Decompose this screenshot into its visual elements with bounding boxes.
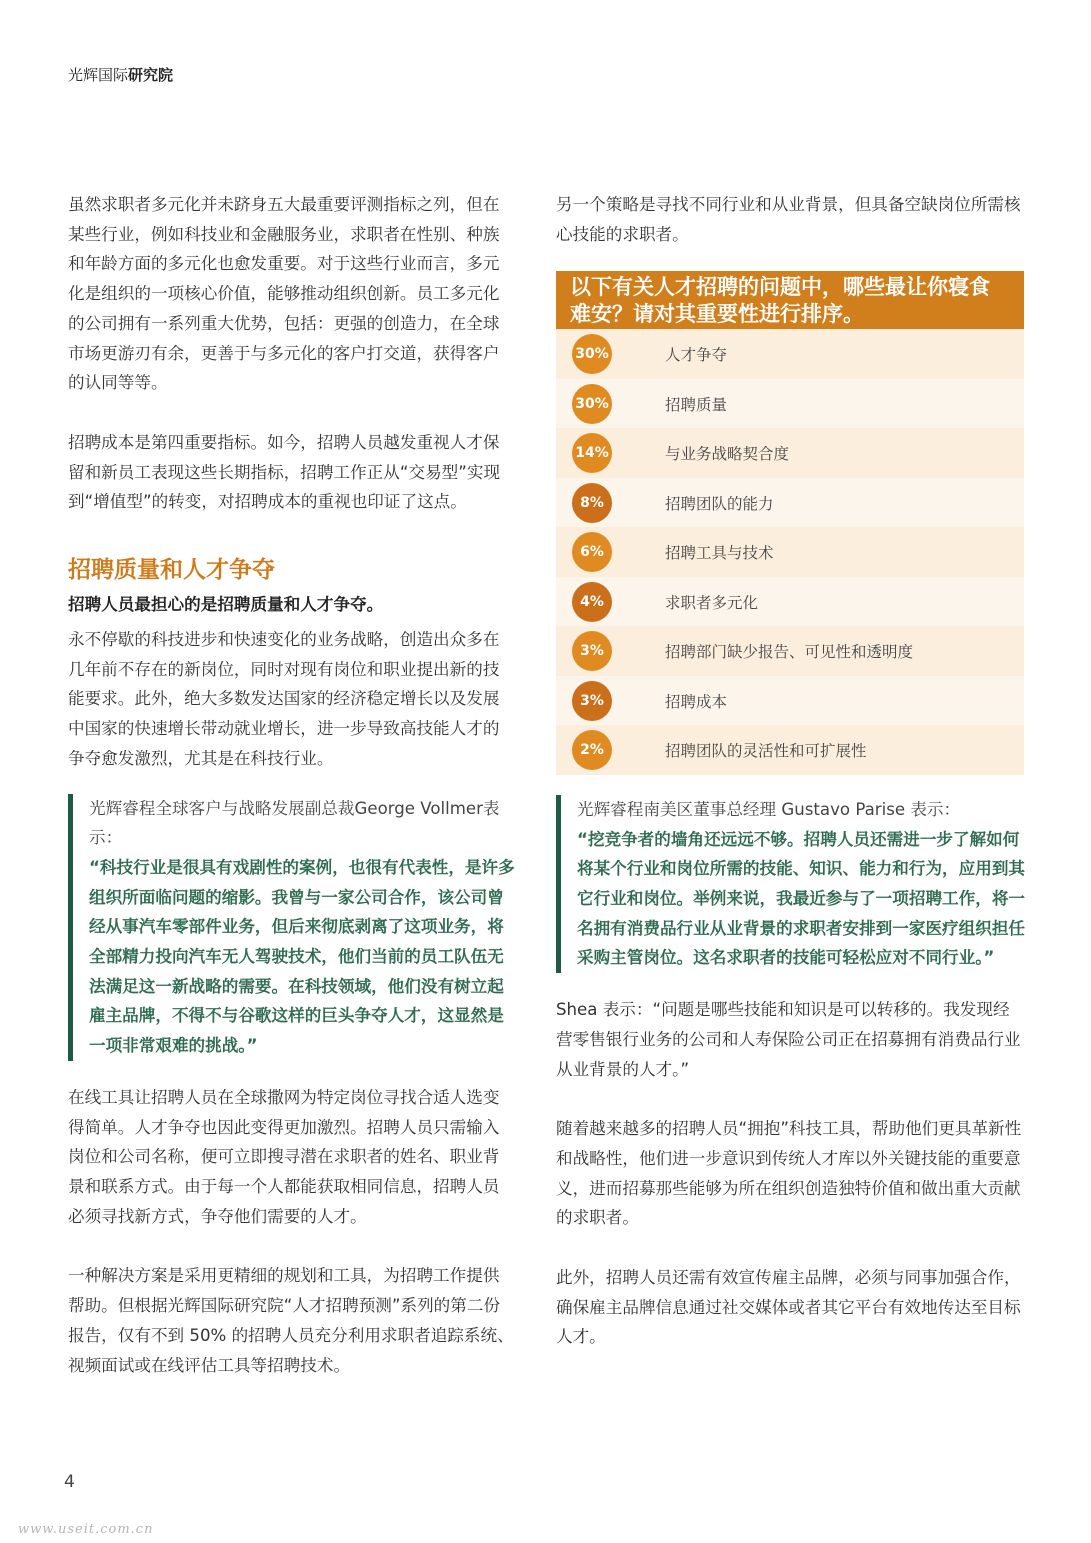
paragraph: 招聘成本是第四重要指标。如今，招聘人员越发重视人才保留和新员工表现这些长期指标，招聘工作正从“交易型”实现到“增值型”的转变，对招聘成本的重视也印证了这点。 [68,432,501,512]
pull-quote [68,794,516,1061]
quote-intro: 光辉睿程全球客户与战略发展副总裁George Vollmer表示： [89,798,500,848]
paragraph: 随着越来越多的招聘人员“拥抱”科技工具，帮助他们更具革新性和战略性，他们进一步意识到传统人才库以外关键技能的重要意义，进而招募那些能够为所在组织创造独特价值和做出重大贡献的求职者。 [556,1119,1022,1228]
percentage-badge: 14% [572,433,612,473]
chart-row [556,527,1024,577]
chart-row-label: 与业务战略契合度 [665,445,790,464]
chart-row [556,676,1024,726]
paragraph: 虽然求职者多元化并未跻身五大最重要评测指标之列，但在某些行业，例如科技业和金融服务业，求职者在性别、种族和年龄方面的多元化也愈发重要。对于这些行业而言，多元化是组织的一项核心价值，能够推动组织创新。员工多元化的公司拥有一系列重大优势，包括：更强的创造力，在全球市场更游刃有余，更善于与多元化的客户打交道，获得客户的认同等等。 [68,195,500,393]
page-number: 4 [64,1472,75,1492]
section-lead: 招聘人员最担心的是招聘质量和人才争夺。 [68,595,384,615]
section-title: 招聘质量和人才争夺 [68,557,275,584]
chart-row [556,379,1024,429]
paragraph: 一种解决方案是采用更精细的规划和工具，为招聘工作提供帮助。但根据光辉国际研究院“人才招聘预测”系列的第二份报告，仅有不到 50% 的招聘人员充分利用求职者追踪系统、视频面试或在线评估工具等招聘技术。 [68,1266,514,1375]
chart-row-label: 招聘工具与技术 [665,544,774,563]
chart-row-label: 招聘成本 [665,692,728,711]
chart-row-label: 求职者多元化 [665,593,759,612]
pull-quote [556,795,1026,973]
paragraph: 另一个策略是寻找不同行业和从业背景，但具备空缺岗位所需核心技能的求职者。 [556,195,1021,244]
chart-row [556,577,1024,627]
chart-rows [556,329,1024,775]
paragraph: Shea 表示：“问题是哪些技能和知识是可以转移的。我发现经营零售银行业务的公司和人寿保险公司正在招募拥有消费品行业从业背景的人才。” [556,1000,1021,1079]
quote-text: “挖竞争者的墙角还远远不够。招聘人员还需进一步了解如何将某个行业和岗位所需的技能、知识、能力和行为，应用到其它行业和岗位。举例来说，我最近参与了一项招聘工作，将一名拥有消费品行业从业背景的求职者安排到一家医疗组织担任采购主管岗位。这名求职者的技能可轻松应对不同行业。” [577,829,1026,968]
paragraph: 此外，招聘人员还需有效宣传雇主品牌，必须与同事加强合作，确保雇主品牌信息通过社交媒体或者其它平台有效地传达至目标人才。 [556,1268,1021,1347]
chart-row [556,478,1024,528]
chart-row-label: 招聘部门缺少报告、可见性和透明度 [665,643,914,662]
chart-row [556,428,1024,478]
percentage-badge: 6% [572,532,612,572]
quote-text: “科技行业是很具有戏剧性的案例，也很有代表性，是许多组织所面临问题的缩影。我曾与一家公司合作，该公司曾经从事汽车零部件业务，但后来彻底剥离了这项业务，将全部精力投向汽车无人驾驶技术，他们当前的员工队伍无法满足这一新战略的需要。在科技领域，他们没有树立起雇主品牌，不得不与谷歌这样的巨头争夺人才，这显然是一项非常艰难的挑战。” [89,857,515,1056]
percentage-badge: 30% [572,384,612,424]
page-header [68,64,173,85]
right-column [556,190,1026,1352]
percentage-badge: 4% [572,582,612,622]
quote-intro: 光辉睿程南美区董事总经理 Gustavo Parise 表示： [577,799,961,819]
watermark: www.useit.com.cn [18,1522,154,1537]
chart-row-label: 招聘团队的灵活性和可扩展性 [665,742,867,761]
percentage-badge: 2% [572,730,612,770]
chart-row-label: 招聘团队的能力 [665,494,774,513]
chart-title: 以下有关人才招聘的问题中，哪些最让你寝食难安？请对其重要性进行排序。 [556,271,1024,329]
brand-bold: 研究院 [128,66,174,84]
brand-regular: 光辉国际 [68,66,129,84]
chart-row [556,725,1024,775]
percentage-badge: 3% [572,681,612,721]
left-column [68,190,516,1380]
chart-row [556,626,1024,676]
chart-row [556,329,1024,379]
ranking-chart [556,271,1024,775]
chart-row-label: 人才争夺 [665,346,728,365]
paragraph: 永不停歇的科技进步和快速变化的业务战略，创造出众多在几年前不存在的新岗位，同时对现有岗位和职业提出新的技能要求。此外，绝大多数发达国家的经济稳定增长以及发展中国家的快速增长带动就业增长，进一步导致高技能人才的争夺愈发激烈，尤其是在科技行业。 [68,630,500,768]
percentage-badge: 8% [572,483,612,523]
paragraph: 在线工具让招聘人员在全球撒网为特定岗位寻找合适人选变得简单。人才争夺也因此变得更加激烈。招聘人员只需输入岗位和公司名称，便可立即搜寻潜在求职者的姓名、职业背景和联系方式。由于每一个人都能获取相同信息，招聘人员必须寻找新方式，争夺他们需要的人才。 [68,1087,500,1226]
percentage-badge: 3% [572,631,612,671]
percentage-badge: 30% [572,334,612,374]
chart-row-label: 招聘质量 [665,395,728,414]
